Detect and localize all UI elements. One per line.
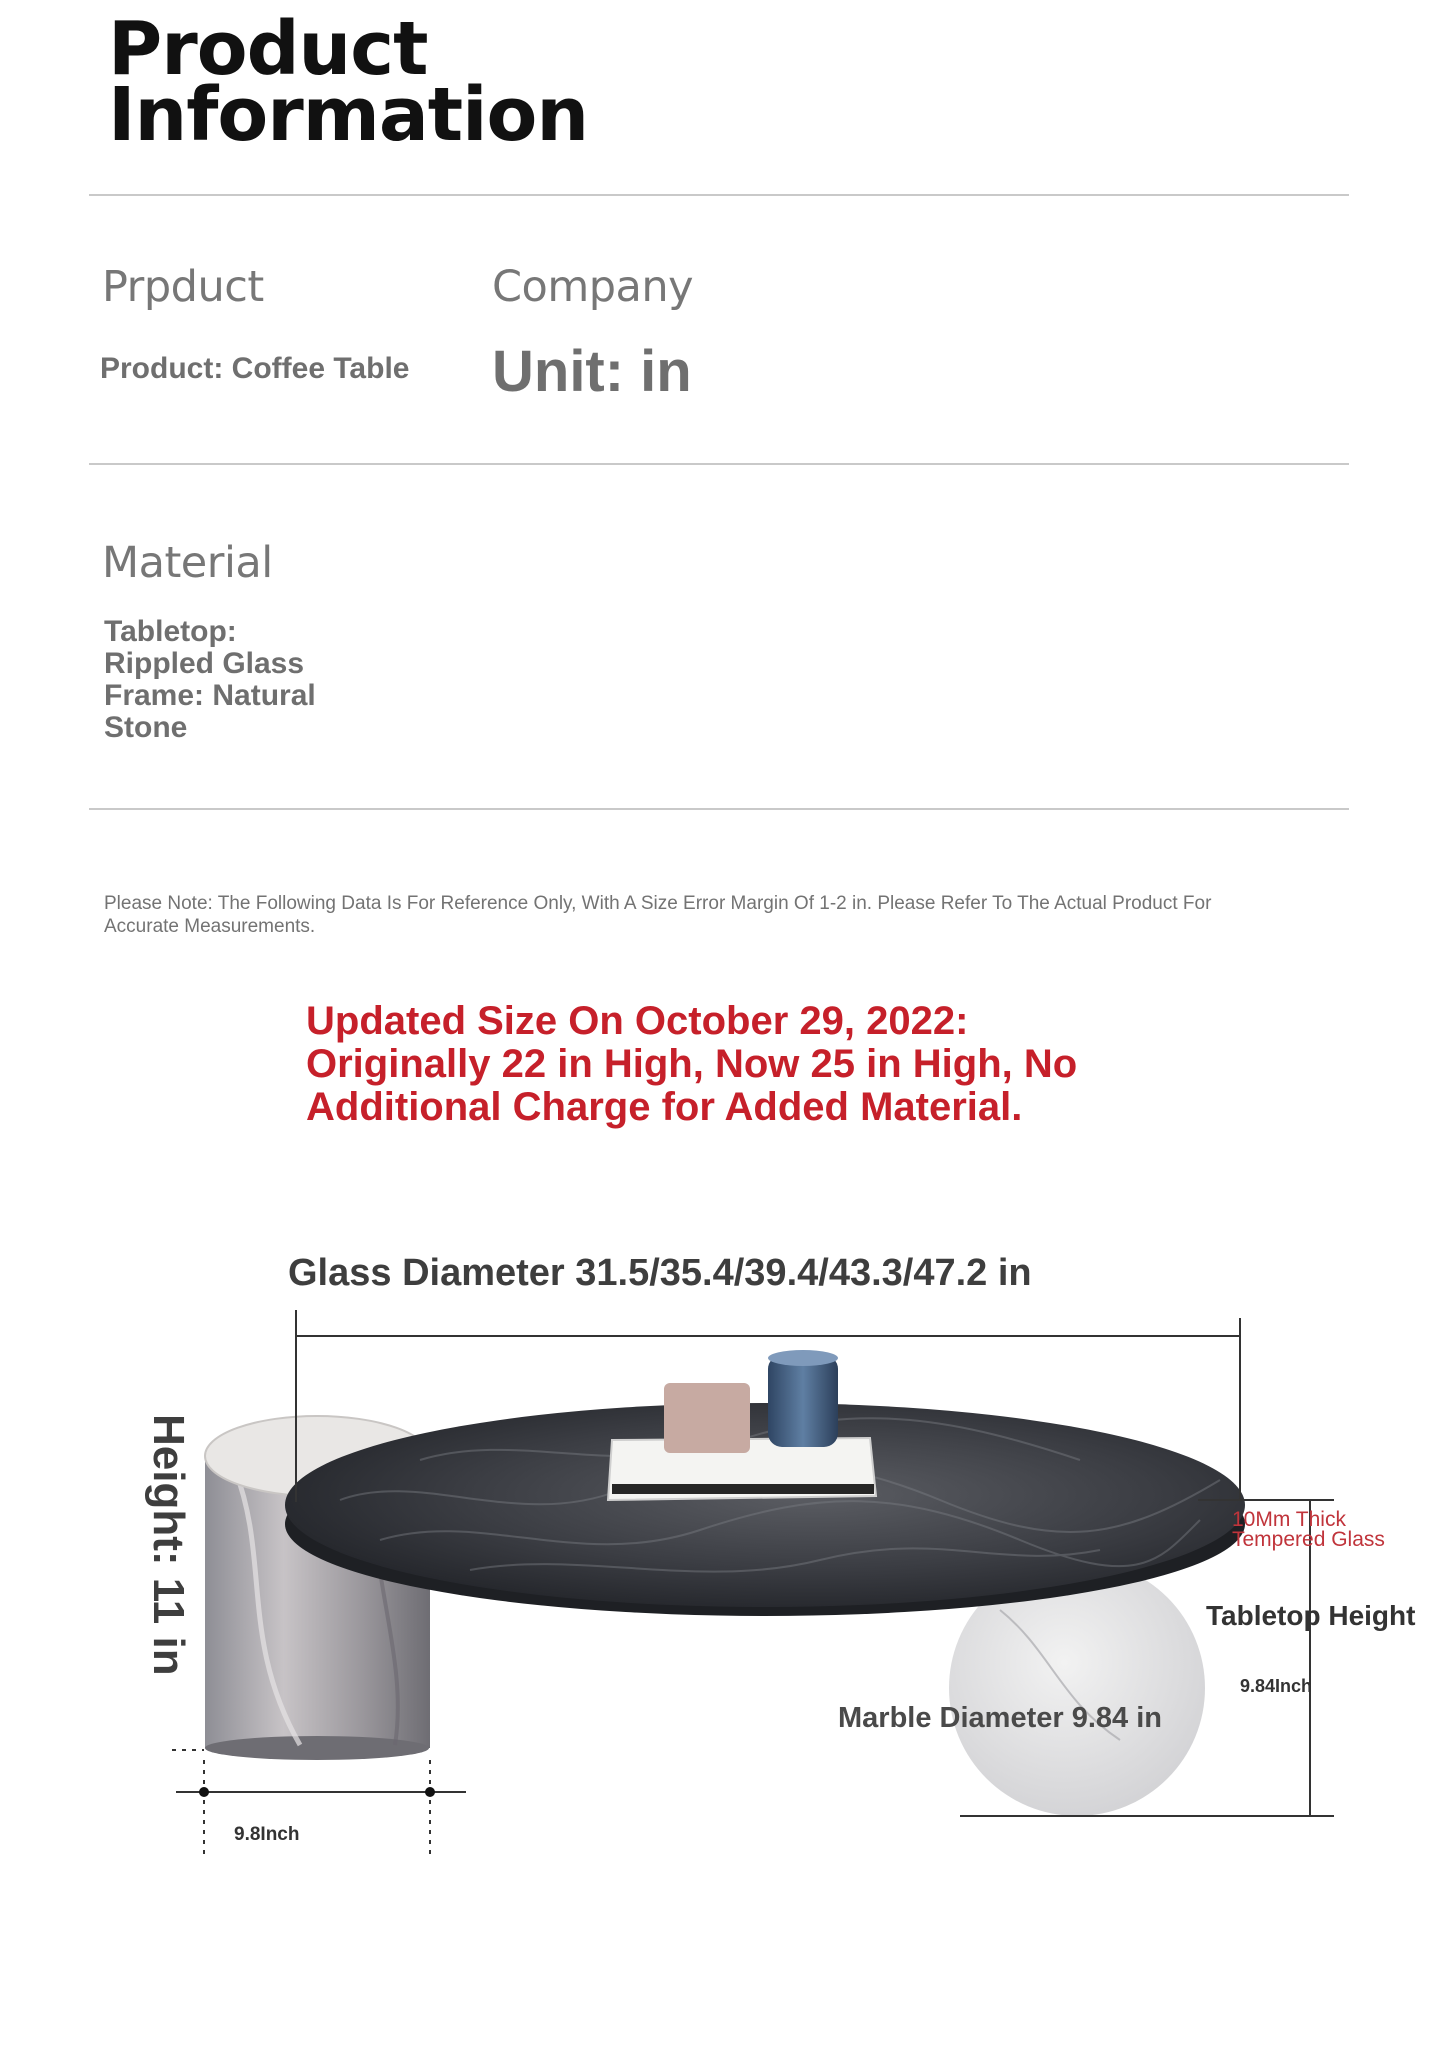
glass-diameter-label: Glass Diameter 31.5/35.4/39.4/43.3/47.2 in <box>288 1252 1032 1294</box>
update-line: Originally 22 in High, Now 25 in High, No <box>306 1042 1078 1086</box>
material-heading: Material <box>102 538 273 588</box>
material-line: Tabletop: <box>104 615 237 648</box>
material-line: Rippled Glass <box>104 647 305 680</box>
side-table-width-value: 9.8Inch <box>234 1824 300 1845</box>
material-line: Frame: Natural <box>104 679 316 712</box>
unit-value: Unit: in <box>492 339 692 404</box>
tabletop-height-value: 9.84Inch <box>1240 1676 1313 1696</box>
marble-diameter-label: Marble Diameter 9.84 in <box>838 1702 1162 1734</box>
material-line: Stone <box>104 711 188 744</box>
update-line: Updated Size On October 29, 2022: <box>306 999 969 1043</box>
glass-note-line: 10Mm Thick <box>1232 1508 1346 1531</box>
company-heading: Company <box>492 262 694 312</box>
glass-tabletop <box>285 1403 1245 1616</box>
update-line: Additional Charge for Added Material. <box>306 1085 1023 1129</box>
glass-note-line: Tempered Glass <box>1232 1528 1385 1551</box>
reference-note: Please Note: The Following Data Is For Reference Only, With A Size Error Margin Of 1-2 in. Please Refer To The Actual Product For Accurate Measurements. <box>104 893 1212 937</box>
title-line-1: Product <box>108 6 428 92</box>
glass-thickness-note <box>1232 1510 1385 1550</box>
height-label: Height: 11 in <box>144 1414 193 1676</box>
product-value: Product: Coffee Table <box>100 352 410 385</box>
product-heading: Prpduct <box>102 262 264 312</box>
tabletop-height-label: Tabletop Height <box>1206 1600 1416 1631</box>
title-line-2: Information <box>108 72 589 158</box>
